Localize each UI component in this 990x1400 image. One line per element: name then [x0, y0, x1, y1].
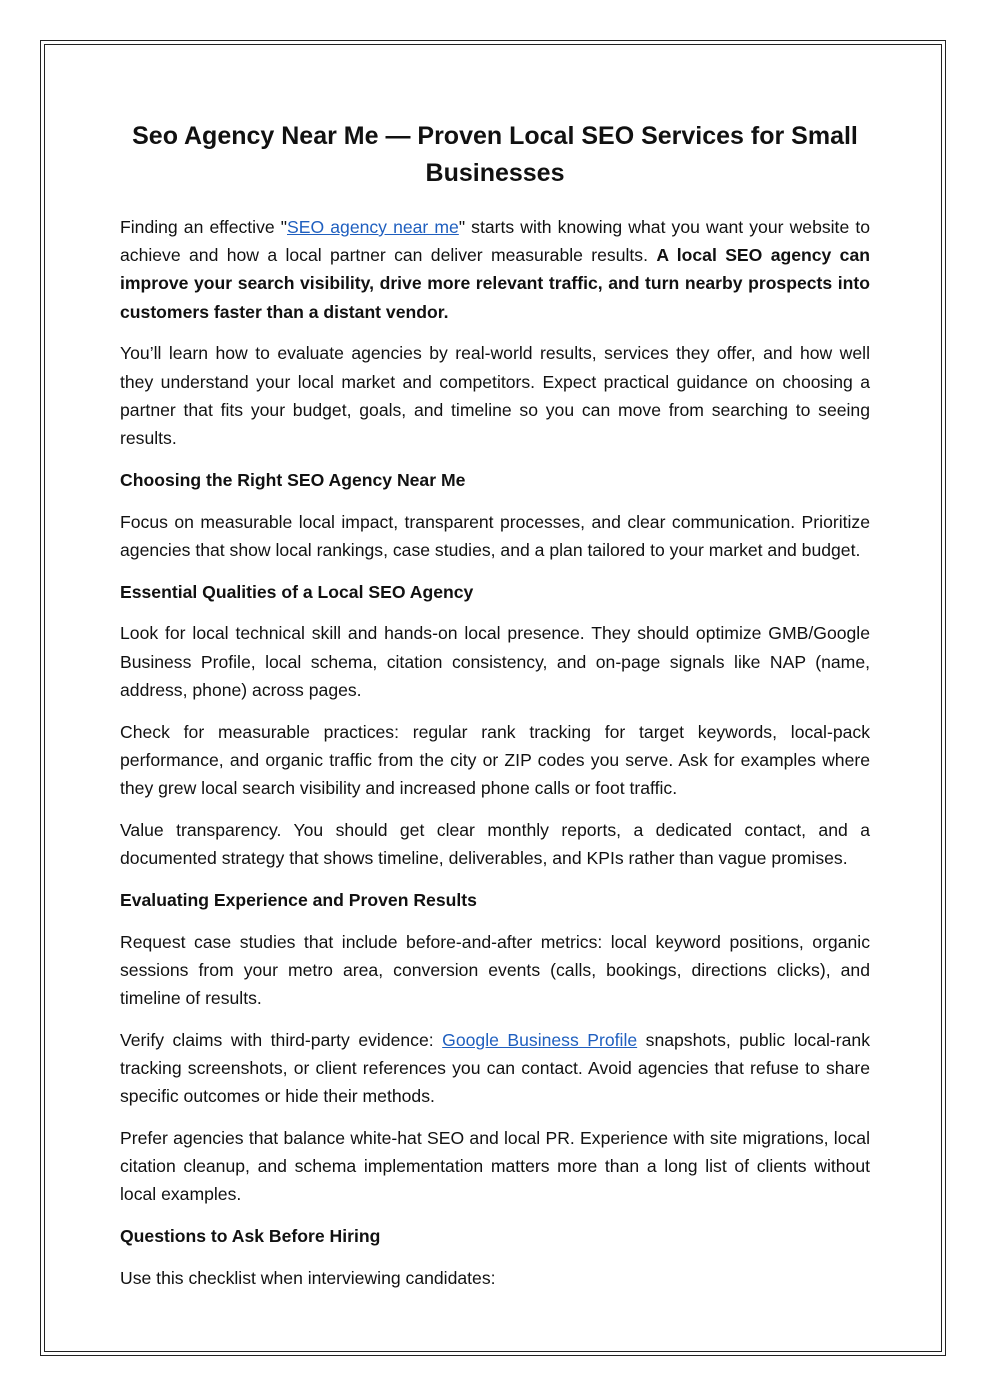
section4-paragraph-1: Use this checklist when interviewing candidates:: [120, 1268, 496, 1289]
intro-paragraph: [120, 213, 870, 326]
intro-bold-text: A local SEO agency can improve your search visibility, drive more relevant traffic, and turn nearby prospects into customers faster than a distant vendor.: [120, 245, 870, 322]
section-heading-choosing: Choosing the Right SEO Agency Near Me: [120, 469, 466, 490]
section2-paragraph-2: Check for measurable practices: regular rank tracking for target keywords, local-pack performance, and organic traffic from the city or ZIP codes you serve. Ask for examples where they grew local search visibility and increased phone calls or foot traffic.: [120, 721, 870, 799]
section-heading-questions: Questions to Ask Before Hiring: [120, 1226, 381, 1247]
section2-paragraph-3: Value transparency. You should get clear monthly reports, a dedicated contact, and a documented strategy that shows timeline, deliverables, and KPIs rather than vague promises.: [120, 819, 870, 869]
section3-paragraph-1: Request case studies that include before-and-after metrics: local keyword positions, organic sessions from your metro area, conversion events (calls, bookings, directions clicks), and timeline of results.: [120, 931, 870, 1009]
section3-text-before-link: Verify claims with third-party evidence:: [120, 1029, 443, 1050]
section-heading-experience: Evaluating Experience and Proven Results: [120, 889, 477, 910]
intro-text-before-link: Finding an effective ": [120, 217, 287, 237]
section1-paragraph-1: Focus on measurable local impact, transparent processes, and clear communication. Prioritize agencies that show local rankings, case studies, and a plan tailored to your market and budget.: [120, 511, 870, 560]
intro-text-after-link: " starts with knowing what you want your website to achieve and how a local partner can deliver measurable results.: [120, 217, 870, 266]
document-body: [120, 118, 870, 1306]
seo-agency-near-me-link[interactable]: SEO agency near me: [287, 217, 459, 237]
section-heading-qualities: Essential Qualities of a Local SEO Agency: [120, 581, 474, 602]
section3-paragraph-2: [120, 1026, 870, 1111]
section3-paragraph-3: Prefer agencies that balance white-hat SEO and local PR. Experience with site migrations, local citation cleanup, and schema implementation matters more than a long list of clients without local examples.: [120, 1128, 870, 1205]
intro-paragraph-2: You’ll learn how to evaluate agencies by real-world results, services they offer, and how well they understand your local market and competitors. Expect practical guidance on choosing a partner that fits your budget, goals, and timeline so you can move from searching to seeing results.: [120, 343, 870, 449]
document-title: Seo Agency Near Me — Proven Local SEO Services for Small Businesses: [132, 122, 858, 187]
section2-paragraph-1: Look for local technical skill and hands-on local presence. They should optimize GMB/Google Business Profile, local schema, citation consistency, and on-page signals like NAP (name, address, phone) across pages.: [120, 623, 870, 700]
section3-text-after-link: snapshots, public local-rank tracking screenshots, or client references you can contact. Avoid agencies that refuse to share specific outcomes or hide their methods.: [120, 1029, 870, 1107]
google-business-profile-link[interactable]: Google Business Profile: [442, 1029, 638, 1050]
